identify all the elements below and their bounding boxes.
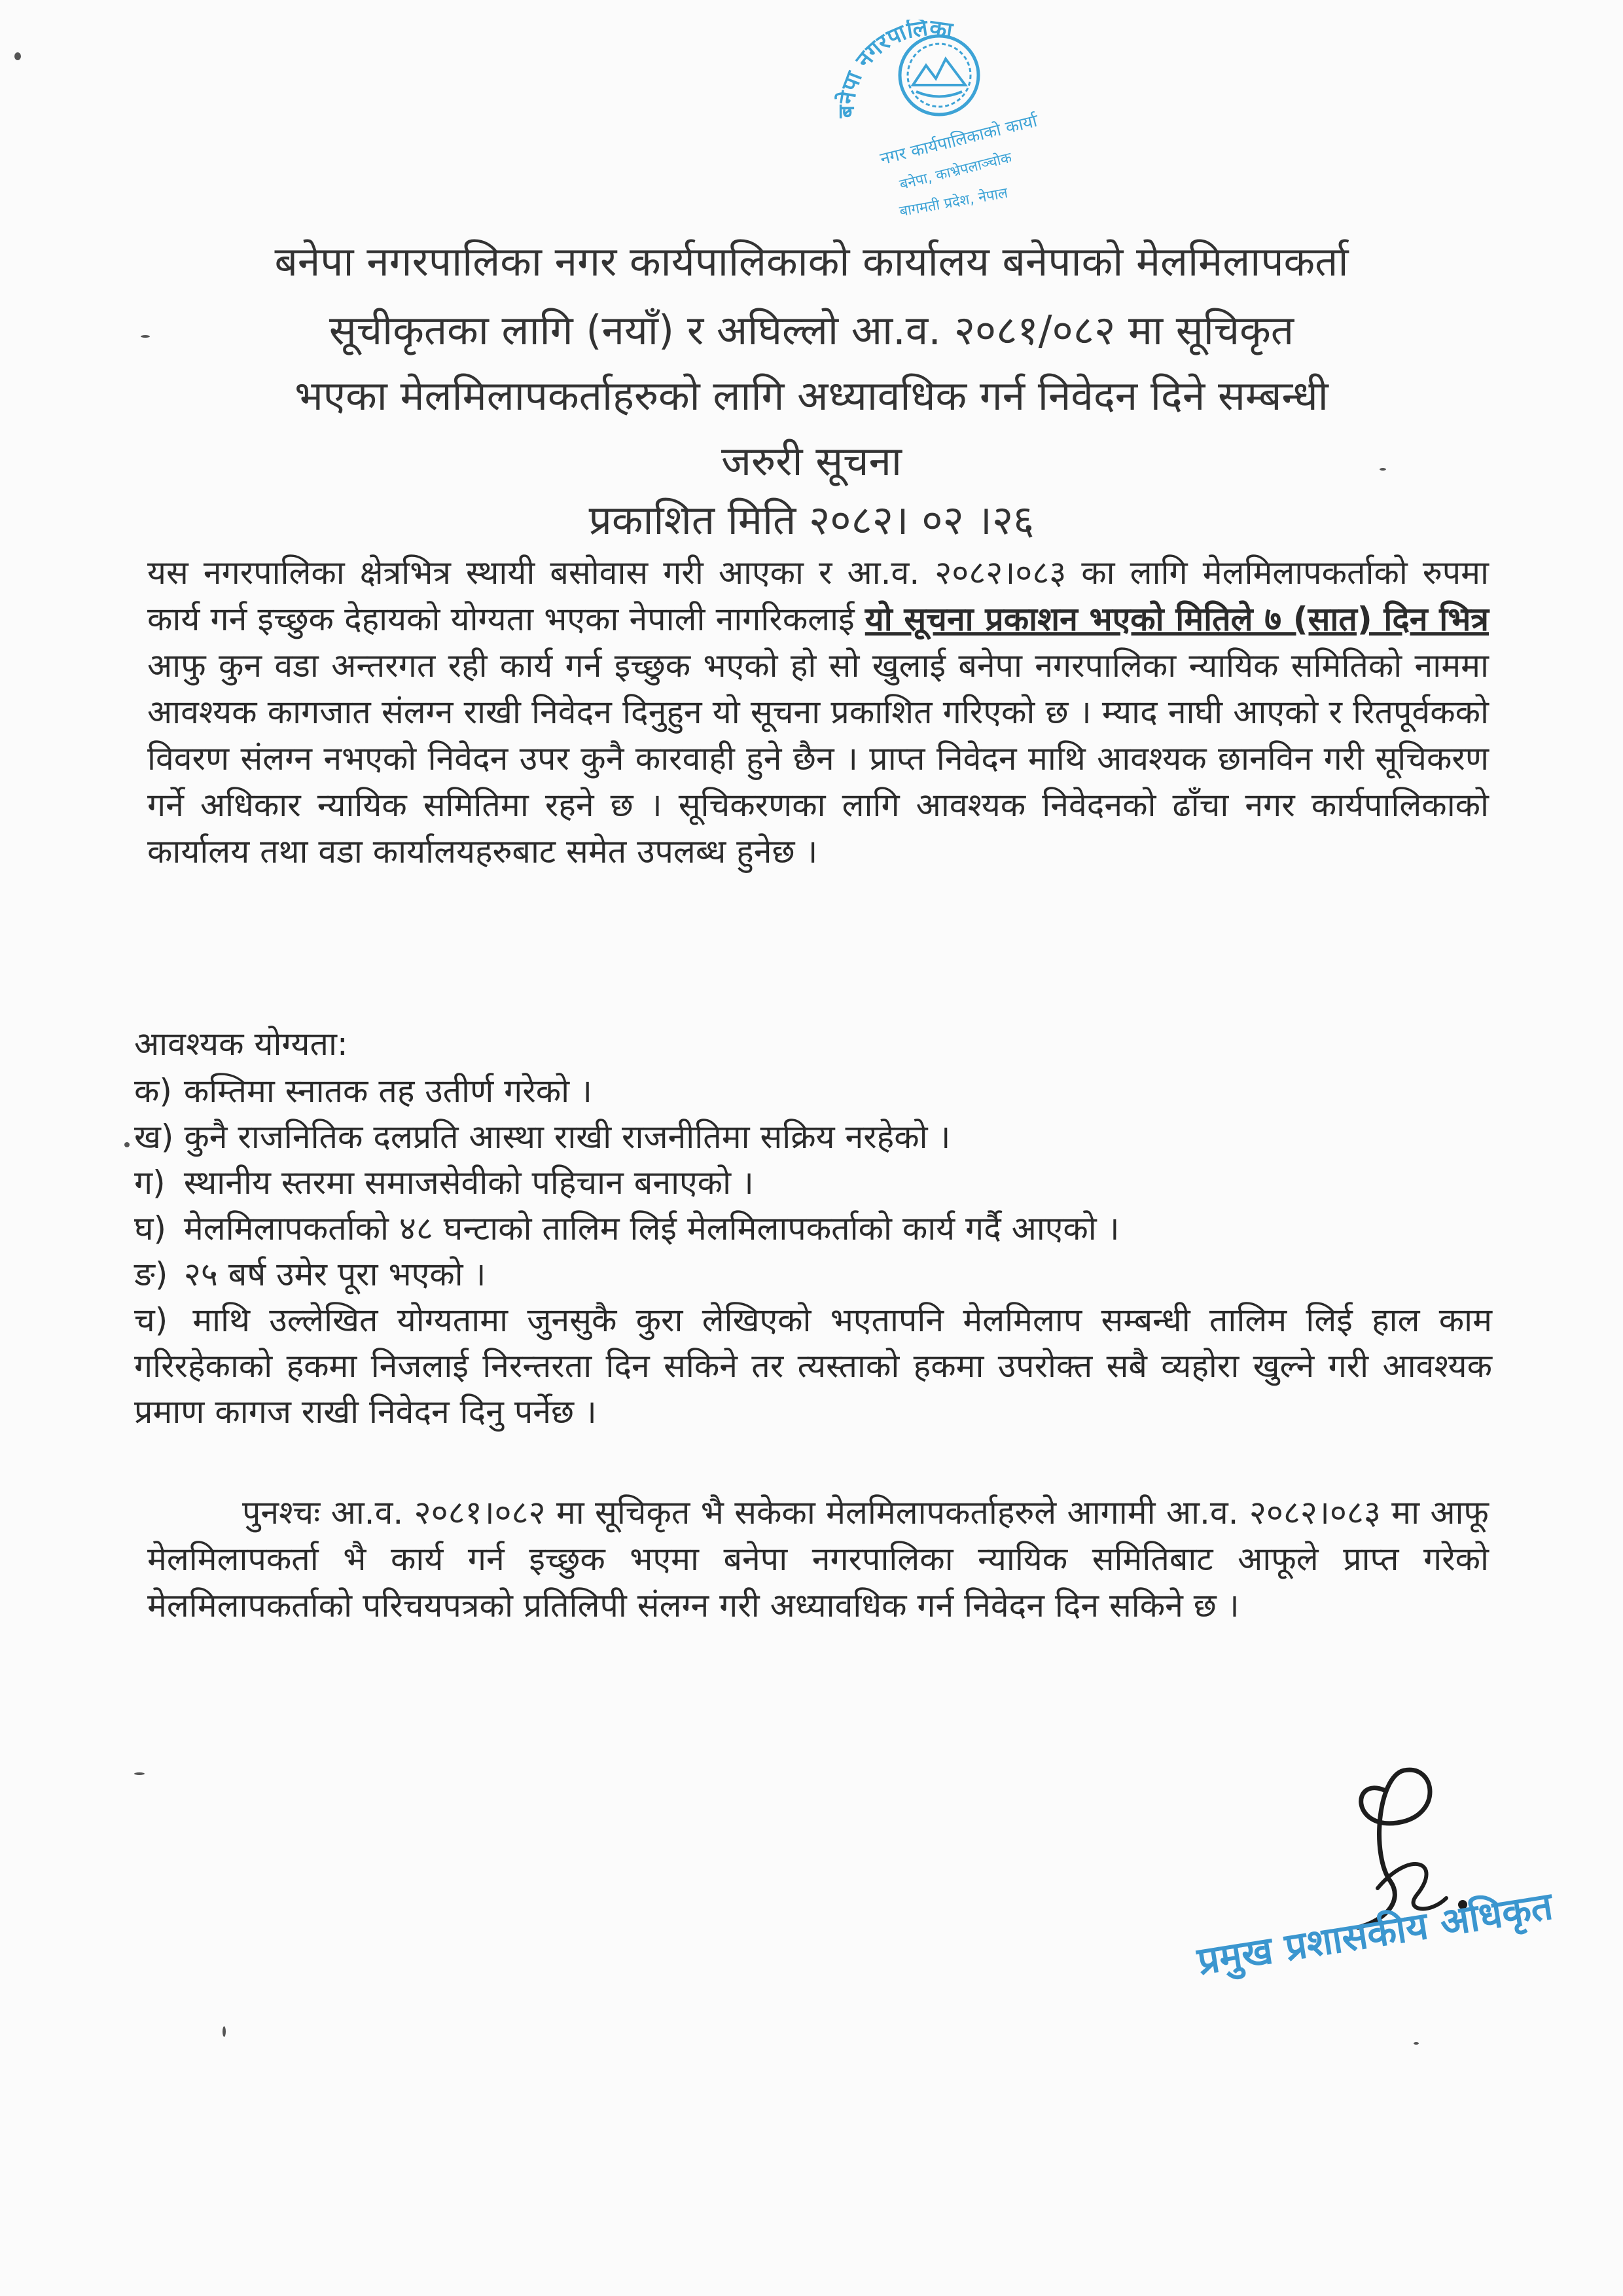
seal-text-3: बनेपा, काभ्रेपलाञ्चोक [898, 149, 1014, 194]
seal-graphic [808, 20, 1037, 236]
seal-text-4: बागमती प्रदेश, नेपाल [898, 185, 1009, 221]
heading-line-2: सूचीकृतका लागि (नयाँ) र अघिल्लो आ.व. २०८१/०८२ मा सूचिकृत [329, 306, 1294, 354]
list-text: २५ बर्ष उमेर पूरा भएको । [183, 1255, 486, 1293]
scan-speck [1380, 468, 1386, 471]
list-marker: च) [134, 1301, 168, 1339]
list-item [134, 1206, 1492, 1251]
scan-speck [124, 1142, 130, 1147]
scan-speck [134, 1772, 145, 1775]
heading-line-3: भएका मेलमिलापकर्ताहरुको लागि अध्यावधिक गर्न निवेदन दिने सम्बन्धी [294, 372, 1329, 420]
list-text: कम्तिमा स्नातक तह उतीर्ण गरेको । [183, 1072, 592, 1110]
svg-text:बनेपा नगरपालिका [833, 20, 955, 118]
list-text: स्थानीय स्तरमा समाजसेवीको पहिचान बनाएको । [183, 1164, 754, 1202]
list-marker: ख) [134, 1118, 174, 1156]
list-item [134, 1160, 1492, 1206]
deadline-highlight: यो सूचना प्रकाशन भएको मितिले ७ (सात) दिन भित्र [865, 600, 1489, 638]
municipality-seal-icon [808, 20, 1037, 236]
published-date: प्रकाशित मिति २०८२। ०२ ।२६ [588, 496, 1035, 544]
scan-speck [1414, 2042, 1419, 2045]
intro-paragraph [147, 550, 1489, 1021]
list-item [134, 1068, 1492, 1114]
qualifications-list [134, 1068, 1492, 1435]
heading-line-4: जरुरी सूचना [721, 437, 902, 485]
list-marker: ग) [134, 1164, 166, 1202]
scan-speck [223, 2026, 226, 2037]
seal-text-1: बनेपा नगरपालिका [833, 20, 955, 118]
seal-text-2: नगर कार्यपालिकाको कार्यालय [878, 106, 1037, 170]
list-marker: ङ) [134, 1255, 168, 1293]
scan-speck [14, 52, 21, 60]
scan-speck [141, 335, 150, 338]
heading-line-1: बनेपा नगरपालिका नगर कार्यपालिकाको कार्यालय बनेपाको मेलमिलापकर्ता [274, 238, 1349, 285]
list-text: कुनै राजनितिक दलप्रति आस्था राखी राजनीतिमा सक्रिय नरहेको । [184, 1118, 951, 1156]
list-item [134, 1251, 1492, 1297]
list-marker: घ) [134, 1210, 167, 1247]
list-text: मेलमिलापकर्ताको ४८ घन्टाको तालिम लिई मेलमिलापकर्ताको कार्य गर्दै आएको । [183, 1210, 1120, 1247]
qualifications-title: आवश्यक योग्यता: [134, 1025, 348, 1063]
intro-text-2: आफु कुन वडा अन्तरगत रही कार्य गर्न इच्छुक भएको हो सो खुलाई बनेपा नगरपालिका न्यायिक समितिको नाममा आवश्यक कागजात संलग्न राखी निवेदन दिनुहुन यो सूचना प्रकाशित गरिएको छ । म्याद नाघी आएको र रितपूर्वकको विवरण संलग्न नभएको निवेदन उपर कुनै कारवाही हुने छैन । प्राप्त निवेदन माथि आवश्यक छानविन गरी सूचिकरण गर्ने अधिकार न्यायिक समितिमा रहने छ । सूचिकरणका लागि आवश्यक निवेदनको ढाँचा नगर कार्यपालिकाको कार्यालय तथा वडा कार्यालयहरुबाट समेत उपलब्ध हुनेछ । [147, 647, 1489, 870]
intro-text-1: यस नगरपालिका क्षेत्रभित्र स्थायी बसोवास गरी आएका र आ.व. २०८२।०८३ का लागि मेलमिलापकर्ताको रुपमा कार्य गर्न इच्छुक देहायको योग्यता भएका नेपाली नागरिकलाई [147, 554, 1489, 638]
postscript-paragraph: पुनश्चः आ.व. २०८१।०८२ मा सूचिकृत भै सकेका मेलमिलापकर्ताहरुले आगामी आ.व. २०८२।०८३ मा आफू मेलमिलापकर्ता भै कार्य गर्न इच्छुक भएमा बनेपा नगरपालिका न्यायिक समितिबाट आफूले प्राप्त गरेको मेलमिलापकर्ताको परिचयपत्रको प्रतिलिपी संलग्न गरी अध्यावधिक गर्न निवेदन दिन सकिने छ । [147, 1494, 1489, 1624]
list-item [134, 1114, 1492, 1160]
list-marker: क) [134, 1072, 172, 1110]
list-item [134, 1297, 1492, 1435]
signatory-title: प्रमुख प्रशासकीय अधिकृत [1194, 1883, 1556, 1984]
list-text: माथि उल्लेखित योग्यतामा जुनसुकै कुरा लेखिएको भएतापनि मेलमिलाप सम्बन्धी तालिम लिई हाल काम गरिरहेकाको हकमा निजलाई निरन्तरता दिन सकिने तर त्यस्ताको हकमा उपरोक्त सबै व्यहोरा खुल्ने गरी आवश्यक प्रमाण कागज राखी निवेदन दिनु पर्नेछ । [134, 1301, 1492, 1431]
